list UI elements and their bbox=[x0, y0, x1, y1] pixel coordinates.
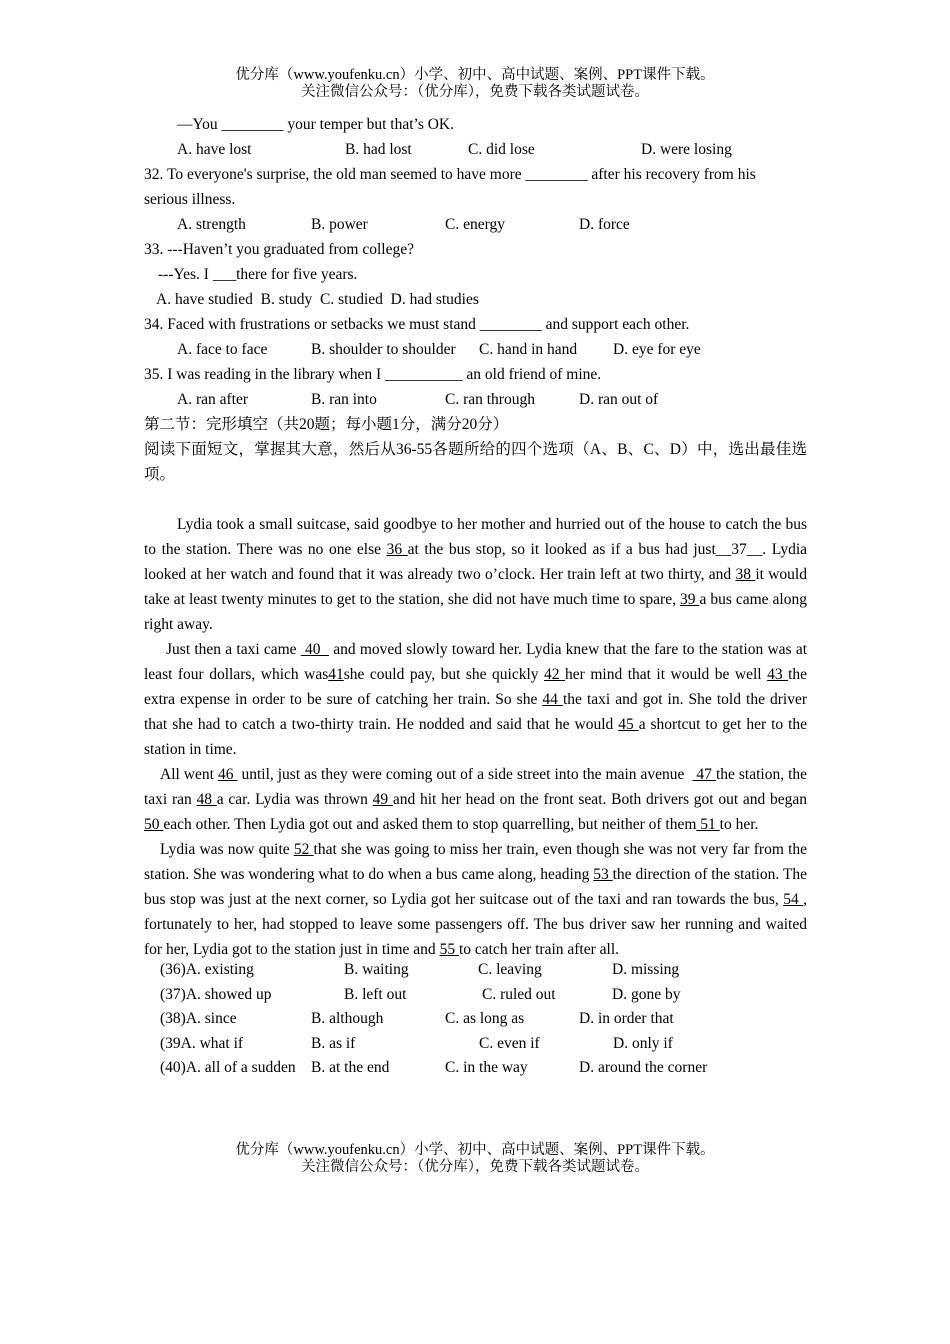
answer-option: D. gone by bbox=[612, 985, 681, 1003]
footer-line-1: 优分库（www.youfenku.cn）小学、初中、高中试题、案例、PPT课件下载。 bbox=[235, 1142, 715, 1158]
answer-option: B. as if bbox=[311, 1034, 356, 1052]
spacer bbox=[144, 487, 807, 512]
q32-line-1: 32. To everyone's surprise, the old man seemed to have more ________ after his recovery from his bbox=[144, 166, 756, 183]
q31-option-b: B. had lost bbox=[345, 141, 412, 158]
q31-option-d: D. were losing bbox=[641, 141, 732, 158]
blank-49: 49 bbox=[372, 791, 393, 808]
answer-option: C. ruled out bbox=[482, 985, 556, 1003]
q34-line: 34. Faced with frustrations or setbacks we must stand ________ and support each other. bbox=[144, 316, 690, 333]
answer-option: C. even if bbox=[479, 1034, 540, 1052]
answer-row-40 bbox=[144, 1056, 807, 1081]
passage-text: to catch her train after all. bbox=[458, 941, 620, 958]
passage-text: and hit her head on the front seat. Both drivers got out and began bbox=[392, 791, 807, 808]
passage-text: the station, the taxi ran bbox=[144, 766, 808, 808]
header-line-2: 关注微信公众号：（优分库），免费下载各类试题试卷。 bbox=[301, 84, 649, 100]
answer-option: D. around the corner bbox=[579, 1059, 708, 1077]
page-footer bbox=[0, 1142, 950, 1176]
passage-paragraph-3 bbox=[144, 762, 807, 837]
q34-option-d: D. eye for eye bbox=[613, 341, 701, 358]
passage-text: that she was going to miss her train, even though she was not very far from the station. She was wondering what to do when a bus came along, heading bbox=[144, 841, 808, 883]
answer-option: (38)A. since bbox=[160, 1010, 237, 1028]
q33-line-2: ---Yes. I ___there for five years. bbox=[158, 266, 358, 283]
q34-option-b: B. shoulder to shoulder bbox=[311, 341, 456, 358]
q35-option-b: B. ran into bbox=[311, 391, 377, 408]
q34-option-c: C. hand in hand bbox=[479, 341, 578, 358]
answer-option: B. although bbox=[311, 1010, 384, 1028]
blank-55: 55 bbox=[439, 941, 459, 958]
passage-text: Just then a taxi came bbox=[166, 641, 301, 658]
answer-row-36 bbox=[144, 958, 807, 983]
blank-51: 51 bbox=[696, 816, 720, 833]
passage-text: . Lydia looked at her watch and found that it was already two o’clock. Her train left at two thirty, and bbox=[144, 541, 808, 583]
answer-option: B. left out bbox=[344, 985, 407, 1003]
answer-option: D. missing bbox=[612, 961, 680, 978]
blank-52: 52 bbox=[293, 841, 314, 858]
passage-text: her mind that it would be well bbox=[565, 666, 768, 683]
passage-text: and moved slowly toward her. Lydia knew that the fare to the station was at least four dollars, which was bbox=[144, 641, 807, 683]
blank-39: 39 bbox=[679, 591, 700, 608]
answer-option: B. at the end bbox=[311, 1059, 390, 1077]
q35-option-a: A. ran after bbox=[177, 391, 248, 408]
passage-text: at the bus stop, so it looked as if a bus had just bbox=[407, 541, 716, 558]
blank-46: 46 bbox=[217, 766, 238, 783]
passage-paragraph-1 bbox=[144, 512, 807, 637]
section-instruction: 阅读下面短文，掌握其大意，然后从36-55各题所给的四个选项（A、B、C、D）中，选出最佳选项。 bbox=[144, 441, 807, 483]
passage-text: the extra expense in order to be sure of catching her train. So she bbox=[144, 666, 808, 708]
q35-option-d: D. ran out of bbox=[579, 391, 659, 408]
blank-54: 54 bbox=[783, 891, 804, 908]
answer-option: (36)A. existing bbox=[160, 961, 254, 978]
blank-40: 40 bbox=[300, 641, 329, 658]
blank-45: 45 bbox=[618, 716, 639, 733]
passage-text: , fortunately to her, had stopped to leave some passengers off. The bus driver saw her running and waited for her, Lydia got to the station just in time and bbox=[144, 891, 808, 958]
q32-option-d: D. force bbox=[579, 216, 630, 233]
blank-48: 48 bbox=[196, 791, 217, 808]
q31-option-c: C. did lose bbox=[468, 141, 535, 158]
footer-line-2: 关注微信公众号：（优分库），免费下载各类试题试卷。 bbox=[301, 1159, 649, 1175]
passage-text: the direction of the station. The bus stop was just at the next corner, so Lydia got her suitcase out of the taxi and ran towards the bus, bbox=[144, 866, 807, 908]
passage-paragraph-2 bbox=[144, 637, 807, 762]
q33-line-1: 33. ---Haven’t you graduated from college? bbox=[144, 241, 414, 258]
answer-option: (40)A. all of a sudden bbox=[160, 1059, 296, 1077]
passage-paragraph-4 bbox=[144, 837, 807, 962]
q32-option-b: B. power bbox=[311, 216, 368, 233]
q34-options bbox=[144, 337, 807, 362]
answer-option: (37)A. showed up bbox=[160, 985, 272, 1003]
q32-line-2: serious illness. bbox=[144, 191, 236, 208]
q31-line: —You ________ your temper but that’s OK. bbox=[177, 116, 454, 133]
blank-50: 50 bbox=[144, 816, 164, 833]
blank-38: 38 bbox=[735, 566, 756, 583]
answer-row-39 bbox=[144, 1032, 807, 1057]
answer-option: D. only if bbox=[613, 1034, 673, 1052]
answer-option: C. in the way bbox=[445, 1059, 528, 1077]
answer-option: D. in order that bbox=[579, 1010, 674, 1028]
blank-47: 47 bbox=[692, 766, 716, 783]
answer-row-37 bbox=[144, 983, 807, 1008]
passage-text: the taxi and got in. She told the driver that she had to catch a two-thirty train. He nodded and said that he would bbox=[144, 691, 808, 733]
answer-option: B. waiting bbox=[344, 961, 409, 978]
section-title: 第二节：完形填空（共20题；每小题1分，满分20分） bbox=[144, 416, 509, 433]
q35-line: 35. I was reading in the library when I __________ an old friend of mine. bbox=[144, 366, 602, 383]
q35-option-c: C. ran through bbox=[445, 391, 535, 408]
blank-36: 36 bbox=[386, 541, 408, 558]
passage-text: a shortcut to get her to the station in time. bbox=[144, 716, 808, 758]
blank-37: __37__ bbox=[715, 541, 763, 558]
exam-content bbox=[144, 112, 807, 1081]
answer-option: (39A. what if bbox=[160, 1034, 244, 1052]
passage-text: it would take at least twenty minutes to get to the station, she did not have much time to spare, bbox=[144, 566, 807, 608]
blank-44: 44 bbox=[542, 691, 563, 708]
q35-options bbox=[144, 387, 807, 412]
q34-option-a: A. face to face bbox=[177, 341, 268, 358]
blank-43: 43 bbox=[767, 666, 789, 683]
q31-options bbox=[144, 137, 807, 162]
blank-42: 42 bbox=[544, 666, 566, 683]
q31-option-a: A. have lost bbox=[177, 141, 252, 158]
page-header bbox=[0, 67, 950, 101]
passage-text: a car. Lydia was thrown bbox=[216, 791, 373, 808]
passage-text: until, just as they were coming out of a side street into the main avenue bbox=[237, 766, 693, 783]
passage-text: Lydia took a small suitcase, said goodbye to her mother and hurried out of the house to catch the bus to the station. There was no one else bbox=[144, 516, 807, 558]
answer-option: C. leaving bbox=[478, 961, 542, 978]
passage-text: to her. bbox=[719, 816, 759, 833]
passage-text: each other. Then Lydia got out and asked them to stop quarrelling, but neither of them bbox=[163, 816, 697, 833]
passage-text: All went bbox=[160, 766, 218, 783]
passage-text: a bus came along right away. bbox=[144, 591, 807, 633]
answer-row-38 bbox=[144, 1007, 807, 1032]
passage-text: she could pay, but she quickly bbox=[343, 666, 545, 683]
answer-options bbox=[144, 958, 807, 1081]
header-line-1: 优分库（www.youfenku.cn）小学、初中、高中试题、案例、PPT课件下载。 bbox=[235, 67, 715, 83]
blank-53: 53 bbox=[593, 866, 613, 883]
answer-option: C. as long as bbox=[445, 1010, 525, 1028]
q32-option-a: A. strength bbox=[177, 216, 246, 233]
q33-options: A. have studied B. study C. studied D. had studies bbox=[156, 291, 479, 308]
blank-41: 41 bbox=[328, 666, 344, 683]
q32-option-c: C. energy bbox=[445, 216, 505, 233]
passage-text: Lydia was now quite bbox=[160, 841, 294, 858]
q32-options bbox=[144, 212, 807, 237]
